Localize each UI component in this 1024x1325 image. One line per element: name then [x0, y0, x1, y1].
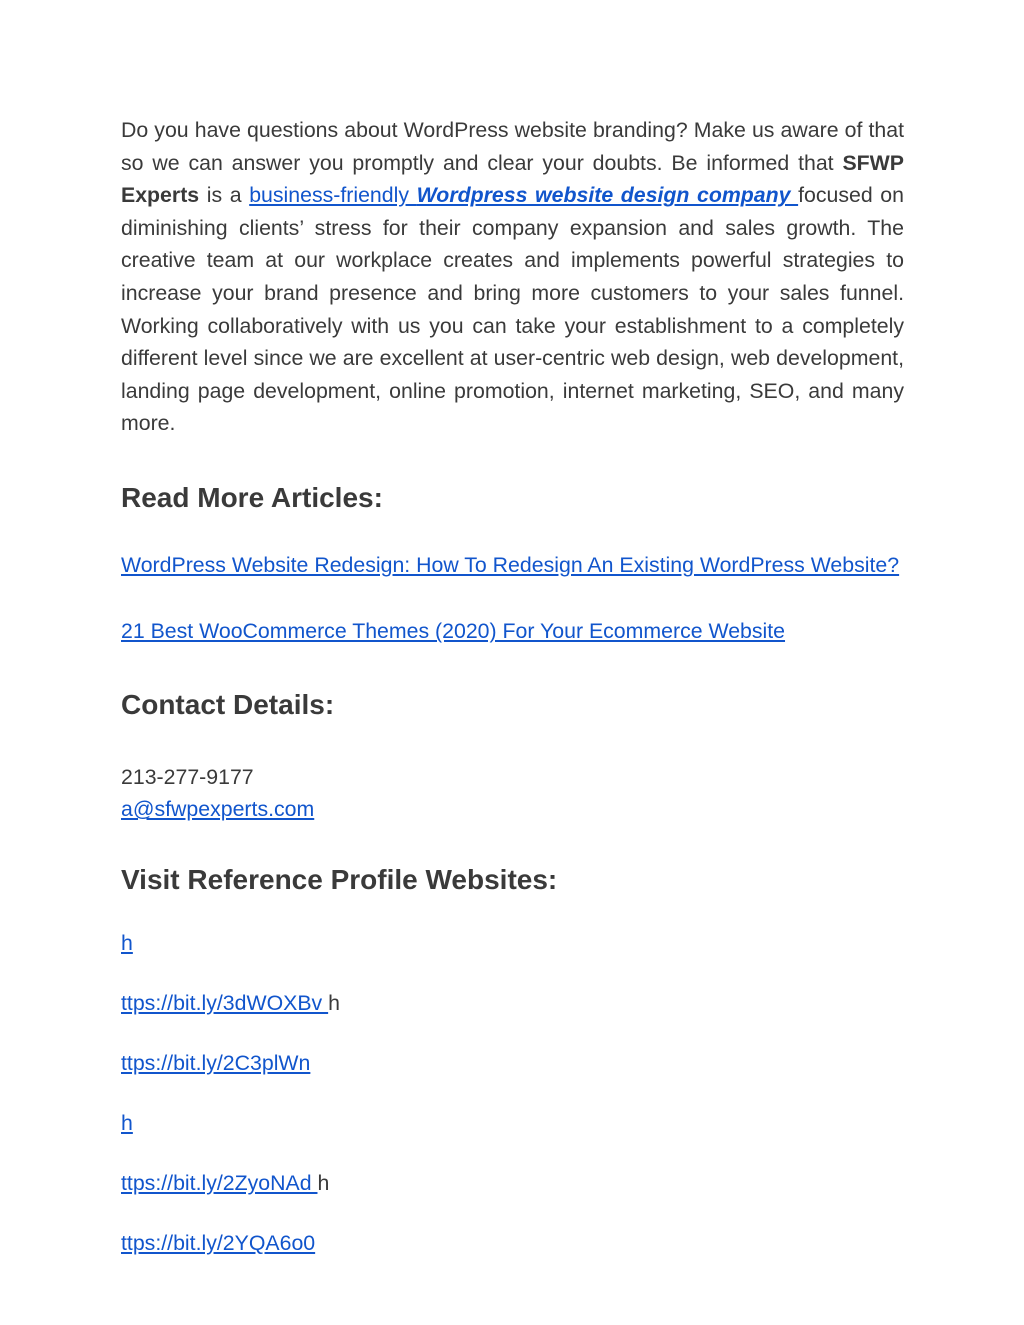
reference-link[interactable]: ttps://bit.ly/3dWOXBv — [121, 990, 329, 1015]
visit-heading: Visit Reference Profile Websites: — [121, 863, 558, 895]
contact-phone: 213-277-9177 — [121, 764, 254, 789]
intro-text-3: focused on diminishing clients’ stress for their company expansion and sales growth. The creative team at our workplace creates and implements powerful strategies to increase your brand presence and bring more customers to your sales funnel. Working collaboratively with us you can take your establishment to a completely different level since we are excellent at user-centric web design, web development, landing page development, online promotion, internet marketing, SEO, and many more. — [121, 183, 904, 436]
reference-link[interactable]: ttps://bit.ly/2YQA6o0 — [121, 1230, 316, 1255]
company-link-bold: Wordpress website design company — [416, 183, 799, 208]
intro-paragraph — [121, 114, 904, 440]
contact-heading: Contact Details: — [121, 688, 335, 720]
reference-line — [121, 1109, 904, 1137]
document-page — [121, 114, 904, 1257]
reference-line — [121, 1049, 904, 1077]
company-link[interactable] — [249, 183, 798, 207]
reference-link[interactable]: h — [121, 1110, 133, 1135]
article-link-woocommerce[interactable]: 21 Best WooCommerce Themes (2020) For Your Ecommerce Website — [121, 619, 786, 644]
reference-line — [121, 989, 904, 1017]
contact-email-link[interactable]: a@sfwpexperts.com — [121, 797, 315, 822]
reference-line — [121, 1229, 904, 1257]
reference-line — [121, 1169, 904, 1197]
article-link-redesign[interactable]: WordPress Website Redesign: How To Redesign An Existing WordPress Website? — [121, 552, 900, 577]
read-more-heading: Read More Articles: — [121, 481, 383, 513]
intro-text-2: is a — [199, 183, 250, 208]
reference-line — [121, 929, 904, 957]
company-link-plain: business-friendly — [249, 183, 417, 208]
reference-link[interactable]: h — [121, 930, 133, 955]
reference-link[interactable]: ttps://bit.ly/2ZyoNAd — [121, 1170, 318, 1195]
intro-text-1: Do you have questions about WordPress website branding? Make us aware of that so we can answer you promptly and clear your doubts. Be informed that — [121, 118, 904, 175]
reference-link[interactable]: ttps://bit.ly/2C3plWn — [121, 1050, 311, 1075]
reference-tail: h — [317, 1170, 330, 1195]
reference-tail: h — [328, 990, 340, 1015]
brand-name: SFWP Experts — [121, 150, 904, 208]
